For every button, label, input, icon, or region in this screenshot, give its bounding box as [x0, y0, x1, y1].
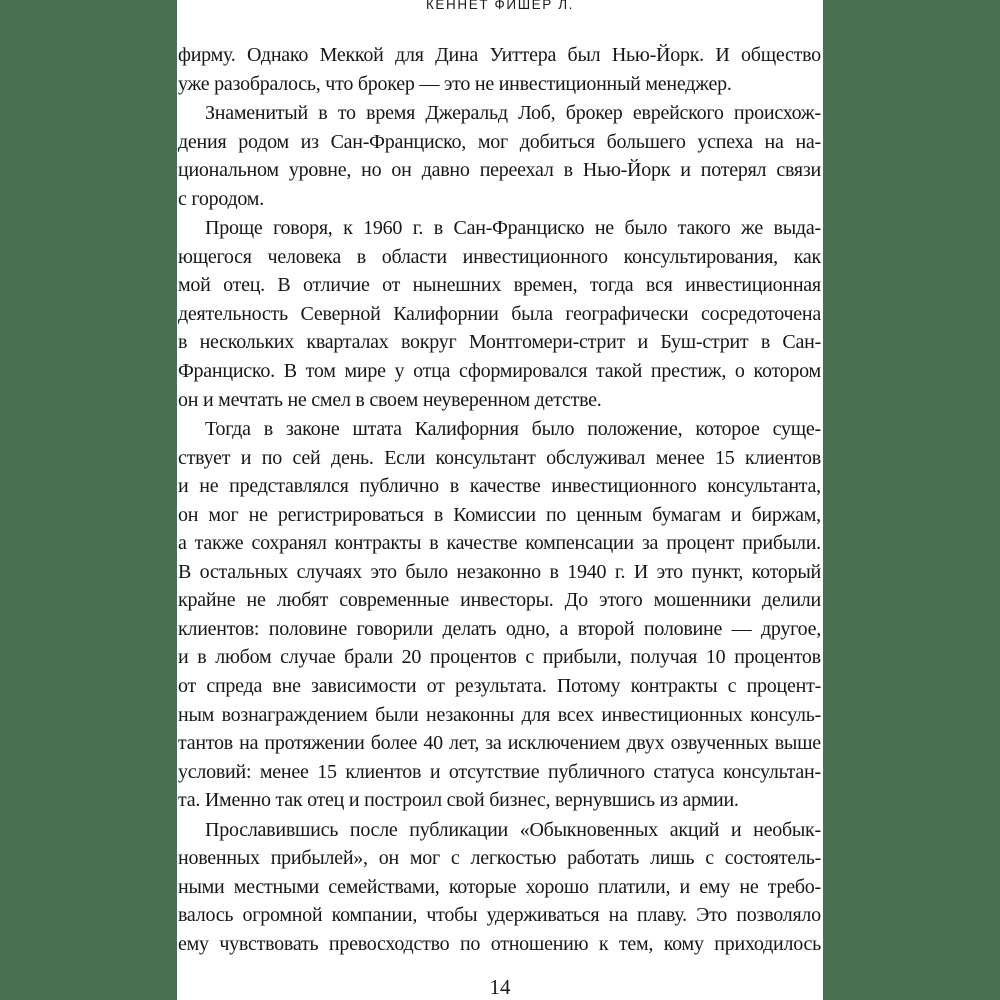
text-line: дения родом из Сан-Франциско, мог добиться большего успеха на на-	[178, 130, 821, 153]
text-line: В остальных случаях это было незаконно в 1940 г. И это пункт, который	[178, 560, 821, 583]
text-line: от спреда вне зависимости от результата. Потому контракты с процент-	[178, 675, 821, 698]
text-line: и в любом случае брали 20 процентов с прибыли, получая 10 процентов	[178, 646, 821, 669]
text-line: ющегося человека в области инвестиционного консультирования, как	[178, 245, 821, 268]
text-line: и не представлялся публично в качестве инвестиционного консультанта,	[178, 475, 821, 498]
text-line: уже разобралось, что брокер — это не инвестиционный менеджер.	[178, 72, 732, 95]
text-line: валось огромной компании, чтобы удерживаться на плаву. Это позволяло	[178, 904, 821, 927]
text-line: деятельность Северной Калифорнии была географически сосредоточена	[178, 302, 821, 325]
text-line: Франциско. В том мире у отца сформировался такой престиж, о котором	[178, 360, 821, 383]
text-line: условий: менее 15 клиентов и отсутствие публичного статуса консультан-	[178, 760, 821, 783]
text-line: он и мечтать не смел в своем неуверенном детстве.	[178, 388, 602, 411]
text-line: Знаменитый в то время Джеральд Лоб, брокер еврейского происхож-	[205, 102, 821, 125]
text-line: ствует и по сей день. Если консультант обслуживал менее 15 клиентов	[178, 446, 821, 469]
text-line: фирму. Однако Меккой для Дина Уиттера был Нью-Йорк. И общество	[178, 44, 821, 66]
text-line: с городом.	[178, 187, 264, 210]
text-line: ными местными семействами, которые хорошо платили, и ему не требо-	[178, 875, 821, 898]
text-line: Прославившись после публикации «Обыкновенных акций и необык-	[205, 818, 821, 841]
text-line: тантов на протяжении более 40 лет, за исключением двух озвученных выше	[178, 732, 821, 755]
text-line: Тогда в законе штата Калифорния было положение, которое суще-	[205, 418, 821, 441]
text-line: он мог не регистрироваться в Комиссии по ценным бумагам и биржам,	[178, 503, 821, 526]
text-line: та. Именно так отец и построил свой бизнес, вернувшись из армии.	[178, 789, 739, 812]
text-line: новенных прибылей», он мог с легкостью работать лишь с состоятель-	[178, 847, 821, 870]
text-line: Проще говоря, к 1960 г. в Сан-Франциско не было такого же выда-	[205, 217, 821, 240]
text-line: мой отец. В отличие от нынешних времен, тогда вся инвестиционная	[178, 274, 821, 297]
page-number: 14	[489, 975, 511, 999]
text-line: циональном уровне, но он давно переехал в Нью-Йорк и потерял связи	[178, 159, 821, 182]
text-line: ему чувствовать превосходство по отношению к тем, кому приходилось	[178, 932, 821, 955]
book-page	[177, 0, 823, 1000]
running-header: КЕННЕТ ФИШЕР Л.	[425, 0, 575, 12]
text-line: в нескольких кварталах вокруг Монтгомери-стрит и Буш-стрит в Сан-	[178, 331, 821, 354]
text-line: крайне не любят современные инвесторы. До этого мошенники делили	[178, 589, 821, 612]
text-line: ным вознаграждением были незаконны для всех инвестиционных консуль-	[178, 703, 821, 726]
text-line: а также сохранял контракты в качестве компенсации за процент прибыли.	[178, 532, 821, 555]
page-text	[178, 41, 821, 959]
text-line: клиентов: половине говорили делать одно, а второй половине — другое,	[178, 617, 821, 640]
